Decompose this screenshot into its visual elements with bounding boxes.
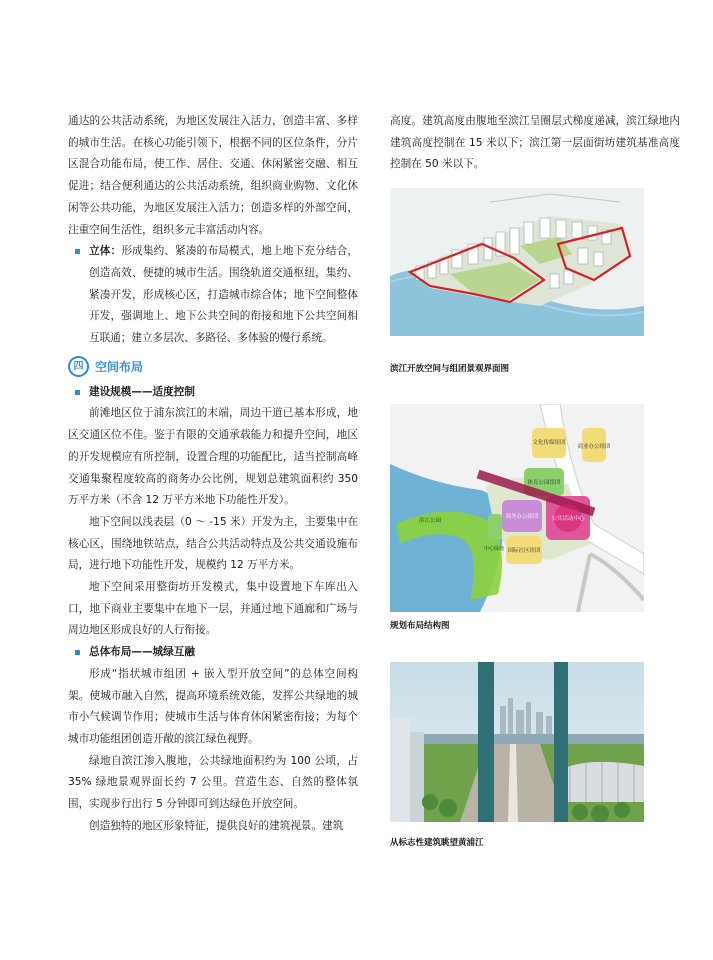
layout-heading-text: 总体布局——城绿互融: [89, 646, 195, 659]
scale-paragraph-2: 地下空间以浅表层（0 ～ -15 米）开发为主，主要集中在核心区，围绕地铁站点，结合公共活动特点及公共交通设施布局，进行地下功能性开发，规模约 12 万平方米。: [68, 515, 358, 572]
map-label-culture: 文化传媒组团: [532, 440, 566, 446]
map-label-intl-community: 国际社区组团: [507, 548, 541, 554]
intro-paragraph: 通达的公共活动系统，为地区发展注入活力，创造丰富、多样的城市生活。在核心功能引领下，根据不同的区位条件，分片区混合功能布局，使工作、居住、交通、休闲紧密交融、相互促进；结合便利通达的公共活动系统，组织商业购物、文化休闲等公共功能，为地区发展注入活力；创造多样的外部空间，注重空间生活性，组织多元丰富活动内容。: [68, 115, 358, 236]
map-label-business: 商务办公组团: [505, 514, 539, 520]
section-heading: [68, 356, 358, 378]
bullet-square-icon: [75, 249, 80, 254]
section-number-badge: 四: [68, 356, 89, 377]
map-label-central-green: 中心绿地: [483, 546, 505, 552]
bullet-square-icon: [75, 390, 80, 395]
scale-heading: [68, 382, 358, 404]
caption-landmark-view: 从标志性建筑眺望黄浦江: [390, 838, 484, 848]
section-title: 空间布局: [95, 360, 144, 375]
scale-paragraph-1: 前滩地区位于浦东滨江的末端，周边干道已基本形成，地区交通区位不佳。鉴于有限的交通承载能力和提升空间，地区的开发规模应有所控制，设置合理的功能配比，适当控制高峰交通集聚程度较高的商务办公比例，规划总建筑面积约 350 万平方米（不含 12 万平方米地下功能性开发）。: [68, 407, 358, 507]
lit-paragraph: [68, 241, 358, 350]
scale-paragraph-3: 地下空间采用整街坊开发模式，集中设置地下车库出入口，地下商业主要集中在地下一层，并通过地下通廊和广场与周边地区形成良好的人行衔接。: [68, 581, 358, 637]
left-column: [68, 111, 358, 838]
layout-paragraph-3: 创造独特的地区形象特征，提供良好的建筑视景。建筑: [89, 819, 344, 832]
map-label-riverside-park: 滨江公园: [418, 518, 442, 524]
figure-planning-structure-map: [390, 404, 644, 612]
figure-landmark-view: [390, 662, 644, 822]
layout-paragraph-1: 形成“指状城市组团 + 嵌入型开放空间”的总体空间构架。使城市融入自然，提高环境系统效能，发挥公共绿地的城市小气候调节作用；使城市生活与体育休闲紧密衔接；为每个城市功能组团创造开敞的滨江绿色视野。: [68, 667, 358, 745]
bullet-square-icon: [75, 650, 80, 655]
map-label-commerce: 商业办公组团: [577, 444, 611, 450]
map-label-activity-center: 公共活动中心: [551, 516, 585, 522]
lit-label: 立体：: [89, 245, 122, 258]
scale-heading-text: 建设规模——适度控制: [89, 385, 195, 398]
caption-aerial: 滨江开放空间与组团景观界面图: [390, 364, 510, 374]
landmark-render: [390, 662, 644, 822]
lit-text: 形成集约、紧凑的布局模式，地上地下充分结合，创造高效、便捷的城市生活。围绕轨道交通枢纽，集约、紧凑开发，形成核心区，打造城市综合体；地下空间整体开发，强调地上、地下公共空间的衔接和地下公共空间相互联通；建立多层次、多路径、多体验的慢行系统。: [89, 245, 359, 345]
right-column: [390, 111, 680, 176]
structure-map: [390, 404, 644, 612]
caption-structure-map: 规划布局结构图: [390, 621, 450, 631]
map-label-sports: 体育公园组团: [527, 480, 561, 486]
height-paragraph: 高度。建筑高度由腹地至滨江呈圈层式梯度递减，滨江绿地内建筑高度控制在 15 米以下；滨江第一层面街坊建筑基准高度控制在 50 米以下。: [390, 115, 680, 171]
aerial-illustration: [390, 188, 644, 336]
layout-paragraph-2: 绿地自滨江渗入腹地，公共绿地面积约为 100 公顷，占 35% 绿地景观界面长约 7 公里。营造生态、自然的整体氛围，实现步行出行 5 分钟即可到达绿色开放空间。: [68, 754, 358, 811]
figure-waterfront-aerial: [390, 188, 644, 336]
layout-heading: [68, 642, 358, 664]
